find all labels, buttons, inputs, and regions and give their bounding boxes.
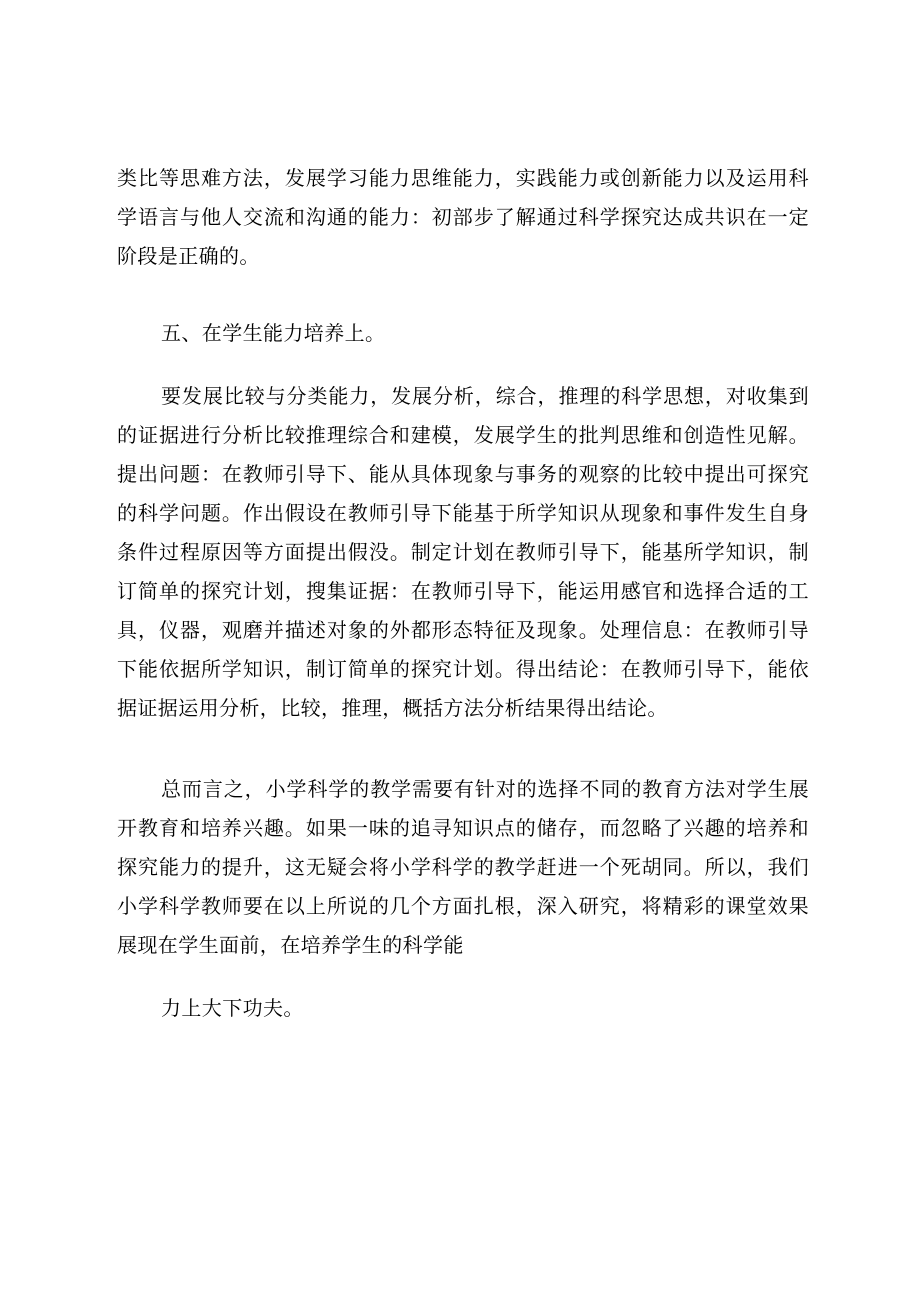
paragraph-closing: 力上大下功夫。 — [161, 996, 304, 1020]
paragraph-conclusion: 总而言之，小学科学的教学需要有针对的选择不同的教育方法对学生展开教育和培养兴趣。如果一味的追寻知识点的储存，而忽略了兴趣的培养和探究能力的提升，这无疑会将小学科学的教学赶进一个死胡同。所以，我们小学科学教师要在以上所说的几个方面扎根，深入研究，将精彩的课堂效果展现在学生面前，在培养学生的科学能 — [117, 777, 809, 957]
paragraph-continuation: 类比等思难方法，发展学习能力思维能力，实践能力或创新能力以及运用科学语言与他人交流和沟通的能力：初部步了解通过科学探究达成共识在一定阶段是正确的。 — [117, 166, 809, 268]
paragraph-ability-training: 要发展比较与分类能力，发展分析，综合，推理的科学思想，对收集到的证据进行分析比较推理综合和建模，发展学生的批判思维和创造性见解。提出问题：在教师引导下、能从具体现象与事务的观察的比较中提出可探究的科学问题。作出假设在教师引导下能基于所学知识从现象和事件发生自身条件过程原因等方面提出假没。制定计划在教师引导下，能基所学知识，制订简单的探究计划，搜集证据：在教师引导下，能运用感官和选择合适的工具，仪器，观磨并描述对象的外都形态特征及现象。处理信息：在教师引导下能依据所学知识，制订简单的探究计划。得出结论：在教师引导下，能依据证据运用分析，比较，推理，概括方法分析结果得出结论。 — [117, 384, 809, 720]
section-heading-5: 五、在学生能力培养上。 — [161, 321, 386, 345]
